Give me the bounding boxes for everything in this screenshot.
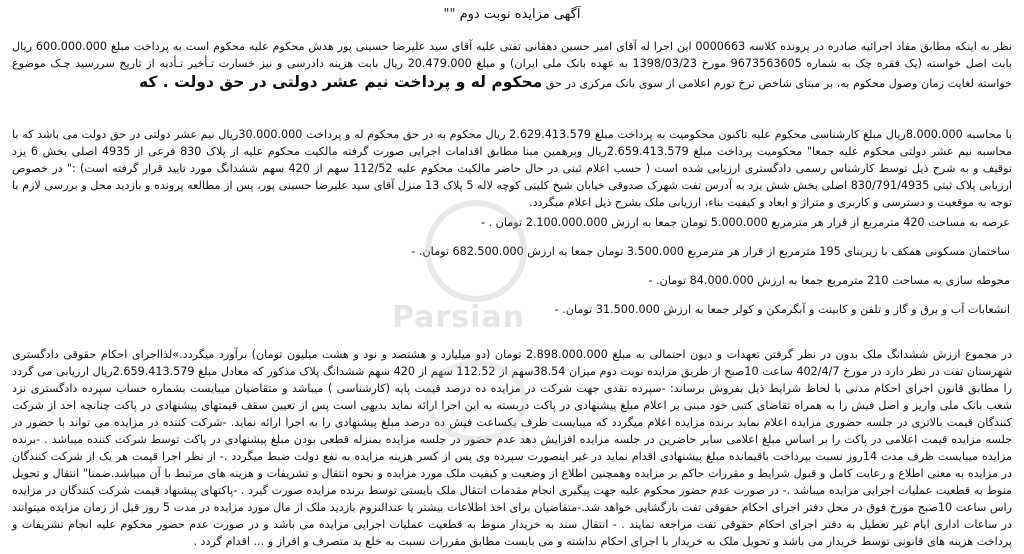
auction-notice-document <box>8 0 1016 554</box>
valuation-item-land: عرصه به مساحت 420 مترمربع از قرار هر مترمربع 5.000.000 تومان جمعا به ارزش 2.100.000.000 تومان . - <box>480 216 1010 229</box>
notice-title: آگهی مزایده نوبت دوم "" <box>443 7 581 22</box>
valuation-item-yard: محوطه سازی به مساحت 210 مترمربع جمعا به ارزش 84.000.000 تومان. - <box>648 274 1010 287</box>
paragraph-conditions: در مجموع ارزش ششدانگ ملک بدون در نظر گرفتن تعهدات و دیون احتمالی به مبلغ 2.898.000.000 تومان (دو میلیارد و هشتصد و نود و هشت میلیون تومان) برآورد میگردد.»لذااجرای احکام حقوقی دادگستری شهرستان تفت در نظر دارد در مورخ 402/4/7 ساعت 10صبح از طریق مزایده نوبت دوم میزان 38.54سهم از 112.52 سهم از 420 سهم ششدانگ پلاک مذکور که معادل مبلغ 2.659.413.579ریال ارزیابی می گردد را مطابق قانون اجرای احکام مدنی با لحاظ شرایط ذیل بفروش برساند: -سپرده نقدی جهت شرکت در مزایده ده درصد قیمت پایه (کارشناسی ) میباشد و متقاضیان میبایست بشماره حساب سپرده دادگستری نزد شعب بانک ملی واریز و اصل فیش را به همراه تقاضای کتبی خود مبنی بر اعلام مبلغ پیشنهادی در پاکت دربسته به این اجرا ارائه نماید بدیهی است پس از تعیین سقف قیمتهای پیشنهادی در پاکت چنانچه احد از شرکت کنندگان قیمت بالاتری در جلسه حضوری مزایده اعلام نماید برنده مزایده اعلام میگردد که میبایست ظرف یکساعت فیش ده درصد مبلغ پیشنهادی را به اجرا ارائه نماید. -شرکت کننده در مزایده می تواند با حضور در جلسه مزایده قیمت اعلامی در پاکت را بر اساس مبلغ اعلامی سایر حاضرین در جلسه مزایده افزایش دهد عدم حضور در جلسه مزایده بمنزله قطعی بودن مبلغ پیشنهادی در پاکت توسط شرکت کننده میباشد . -برنده مزایده میبایست ظرف مدت 14روز نسبت بپرداخت باقیمانده مبلغ پیشنهادی اقدام نماید در غیر اینصورت سپرده وی پس از کسر هزینه مزایده به نفع دولت ضبط میگردد .- از نظر اجرا قیمت هر یک از شرکت کنندگان در مزایده به معنی اطلاع و رعایت کامل و قبول شرایط و مقررات حاکم بر مزایده وهمچنین اطلاع از وضعیت و کیفیت ملک مورد مزایده و نحوه انتقال و تشریفات و هزینه های مرتبط با آن میباشد.ضمنا" انتقال و تحویل منوط به قطعیت عملیات اجرایی مزایده میباشد .- در صورت عدم حضور محکوم علیه جهت پیگیری انجام مقدمات انتقال ملک بایستی توسط برنده مزایده صورت گیرد . -پاکتهای پیشنهاد قیمت شرکت کنندگان در مزایده راس ساعت 10صبح مورخ فوق در محل دفتر اجرای احکام حقوقی تفت بازگشایی خواهد شد.-متقاضیان برای اخذ اطلاعات بیشتر یا عندالنزوم بازدید ملک از مال مورد مزایده در مدت 5 روز قبل از زمان مزایده میتوانند در ساعات اداری ایام غیر تعطیل به دفتر اجرای احکام حقوقی تفت مراجعه نمایند . - انتقال سند به خریدار منوط به قطعیت عملیات اجرایی مزایده می باشد و در صورت عدم حضور محکوم علیه انجام تشریفات و پرداخت هزینه های قانونی توسط خریدار می باشد و تحویل ملک به خریدار با اجرای احکام نداشته و می بایست مطابق مقررات نسبت به خلع ید متصرف و افراز و ... اقدام گردد . <box>12 348 1013 548</box>
paragraph-intro-bold: محکوم له و پرداخت نیم عشر دولتی در حق دولت . که <box>138 73 543 91</box>
paragraph-intro <box>8 38 1016 126</box>
paragraph-assessment: با محاسبه 8.000.000ریال مبلغ کارشناسی محکوم علیه تاکنون محکومیت به پرداخت مبلغ 2.629.413.579 ریال محکوم به در حق محکوم له و پرداخت 30.000.000ریال نیم عشر دولتی در حق دولت می باشد که با محاسبه نیم عشر دولتی محکوم علیه جمعا" محکومیت پرداخت مبلغ 2.659.413.579ریال وبرهمین مبنا مطابق اقدامات اجرایی صورت گرفته مالکیت محکوم علیه از پلاک 830 فرعی از 4935 اصلی بخش 6 یزد توقیف و به شرح ذیل توسط کارشناس رسمی دادگستری ارزیابی شده است ( حسب اعلام ثبتی در حال حاضر مالکیت محکوم علیه 112/52 سهم از 420 سهم ششدانگ مورد تایید قرار گرفته است) :" در خصوص ارزیابی پلاک ثبتی 830/791/4935 اصلی بخش شش یزد به آدرس تفت شهرک صدوقی خیابان شیخ کلینی کوچه لاله 5 پلاک 13 منزل آقای سید علیرضا حسینی پور، پس از مطالعه پرونده و بازدید محل و بررسی لازم با توجه به موقعیت و دسترسی و کاربری و متراژ و ابعاد و کیفیت بناء، ارزیابی ملک بشرح ذیل اعلام میگردد. <box>12 128 1012 209</box>
valuation-item-utilities: انشعابات آب و برق و گاز و تلفن و کابینت و آبگرمکن و کولر جمعا به ارزش 31.500.000 تومان. - <box>554 303 1010 316</box>
watermark-text: Parsian <box>392 300 525 335</box>
valuation-item-building: ساختمان مسکونی همکف با زیربنای 195 مترمربع از قرار هر مترمربع 3.500.000 تومان جمعا به ارزش 682.500.000 تومان. - <box>411 245 1010 258</box>
paragraph-intro-text: نظر به اینکه مطابق مفاد اجرائیه صادره در پرونده کلاسه 0000663 این اجرا له آقای امیر حسین دهقانی تفتی علیه آقای سید علیرضا حسینی پور هدش محکوم علیه محکوم است به پرداخت مبلغ 600.000.000 ریال بابت اصل خواسته (یک فقره چک به شماره 9673563605 مورخ 1398/03/23 به عهده بانک ملی ایران) و مبلغ 20.479.000 ریال بابت هزینه دادرسی و نیز خسارت تـأخیر تـأدیه از تاریخ سررسید چـک موضوع خواسته لغایت زمان وصول محکوم به، بر مبنای شاخص نرخ تورم اعلامی از سوی بانک مرکزی در حق <box>12 40 1013 90</box>
